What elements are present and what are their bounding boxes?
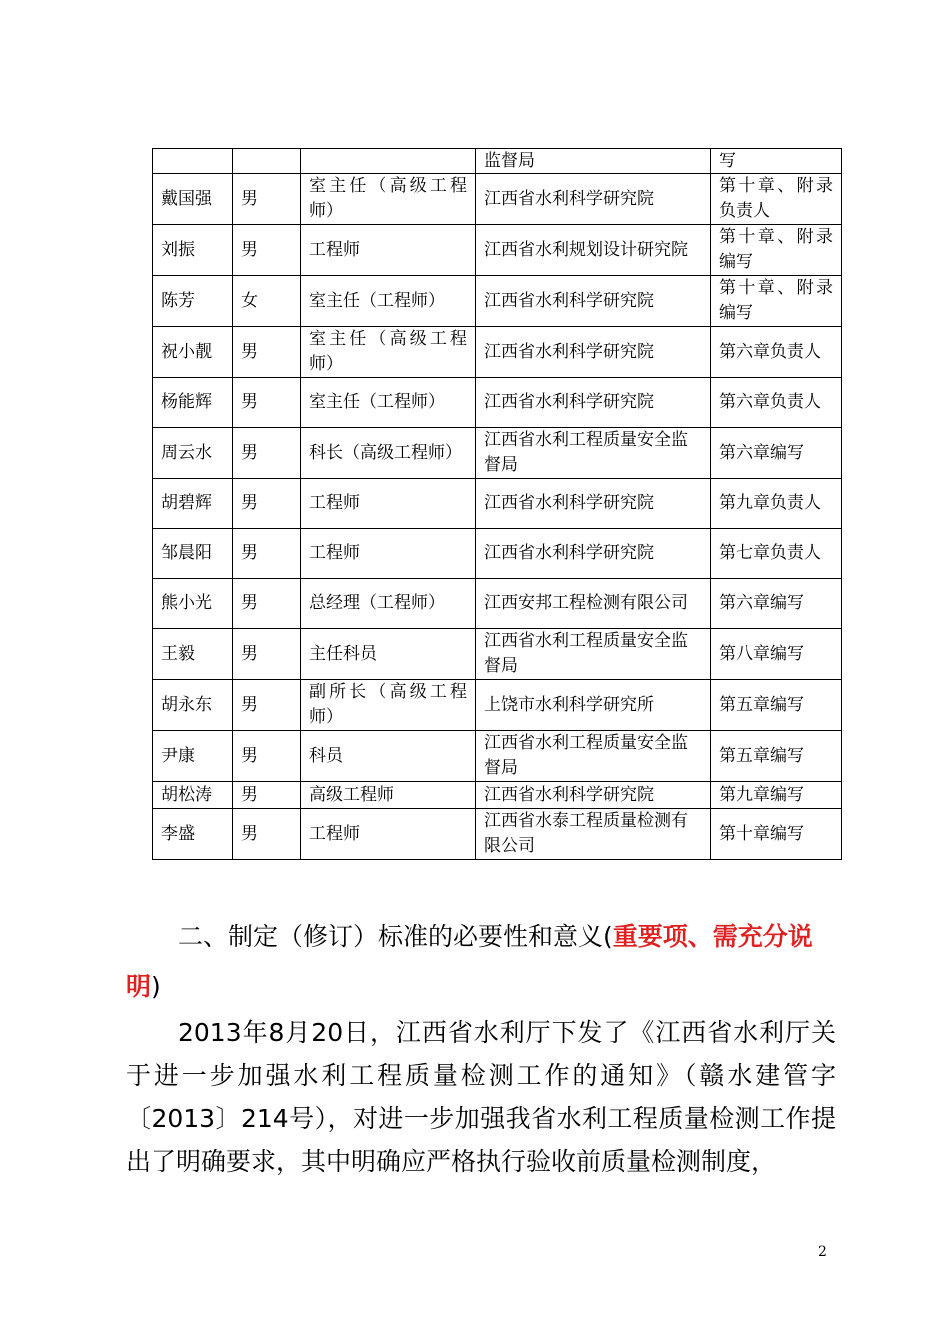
duty-cell: 写 bbox=[711, 149, 842, 174]
gender-cell: 男 bbox=[233, 579, 301, 629]
title-cell: 工程师 bbox=[301, 529, 476, 579]
name-cell bbox=[153, 149, 233, 174]
organization-cell: 江西省水利工程质量安全监督局 bbox=[476, 629, 711, 680]
table-row bbox=[153, 731, 842, 782]
organization-cell: 江西省水利工程质量安全监督局 bbox=[476, 731, 711, 782]
organization-cell: 江西省水泰工程质量检测有限公司 bbox=[476, 809, 711, 860]
duty-cell: 第九章负责人 bbox=[711, 479, 842, 529]
organization-cell: 监督局 bbox=[476, 149, 711, 174]
section-heading bbox=[126, 912, 836, 1012]
table-row bbox=[153, 529, 842, 579]
duty-cell: 第九章编写 bbox=[711, 782, 842, 809]
organization-cell: 江西省水利科学研究院 bbox=[476, 479, 711, 529]
title-cell: 总经理（工程师） bbox=[301, 579, 476, 629]
name-cell: 杨能辉 bbox=[153, 378, 233, 428]
gender-cell bbox=[233, 149, 301, 174]
gender-cell: 男 bbox=[233, 809, 301, 860]
duty-cell: 第五章编写 bbox=[711, 731, 842, 782]
gender-cell: 男 bbox=[233, 629, 301, 680]
duty-cell: 第六章编写 bbox=[711, 428, 842, 479]
table-row bbox=[153, 225, 842, 276]
name-cell: 胡碧辉 bbox=[153, 479, 233, 529]
duty-cell: 第六章负责人 bbox=[711, 327, 842, 378]
duty-cell: 第十章编写 bbox=[711, 809, 842, 860]
title-cell: 主任科员 bbox=[301, 629, 476, 680]
table-row bbox=[153, 809, 842, 860]
title-cell: 室主任（高级工程师） bbox=[301, 327, 476, 378]
gender-cell: 男 bbox=[233, 782, 301, 809]
page-number: 2 bbox=[818, 1244, 827, 1260]
title-cell: 工程师 bbox=[301, 479, 476, 529]
name-cell: 胡松涛 bbox=[153, 782, 233, 809]
table-row bbox=[153, 149, 842, 174]
table-row bbox=[153, 327, 842, 378]
heading-emphasis: 重要项、需充分说明 bbox=[126, 922, 813, 1001]
table-row bbox=[153, 579, 842, 629]
table-row bbox=[153, 782, 842, 809]
name-cell: 刘振 bbox=[153, 225, 233, 276]
gender-cell: 男 bbox=[233, 731, 301, 782]
table-row bbox=[153, 680, 842, 731]
table-row bbox=[153, 174, 842, 225]
duty-cell: 第十章、附录负责人 bbox=[711, 174, 842, 225]
body-paragraph: 2013年8月20日，江西省水利厅下发了《江西省水利厅关于进一步加强水利工程质量检测工作的通知》（赣水建管字〔2013〕214号），对进一步加强我省水利工程质量检测工作提出了明确要求，其中明确应严格执行验收前质量检测制度， bbox=[126, 1018, 836, 1176]
name-cell: 尹康 bbox=[153, 731, 233, 782]
organization-cell: 江西省水利科学研究院 bbox=[476, 378, 711, 428]
gender-cell: 男 bbox=[233, 378, 301, 428]
organization-cell: 江西省水利科学研究院 bbox=[476, 276, 711, 327]
duty-cell: 第六章编写 bbox=[711, 579, 842, 629]
organization-cell: 江西省水利科学研究院 bbox=[476, 174, 711, 225]
name-cell: 熊小光 bbox=[153, 579, 233, 629]
heading-close: ) bbox=[151, 972, 161, 1001]
title-cell: 科长（高级工程师） bbox=[301, 428, 476, 479]
organization-cell: 江西省水利科学研究院 bbox=[476, 782, 711, 809]
title-cell: 室主任（工程师） bbox=[301, 378, 476, 428]
gender-cell: 女 bbox=[233, 276, 301, 327]
title-cell bbox=[301, 149, 476, 174]
gender-cell: 男 bbox=[233, 327, 301, 378]
duty-cell: 第十章、附录编写 bbox=[711, 276, 842, 327]
gender-cell: 男 bbox=[233, 225, 301, 276]
title-cell: 科员 bbox=[301, 731, 476, 782]
duty-cell: 第十章、附录编写 bbox=[711, 225, 842, 276]
duty-cell: 第六章负责人 bbox=[711, 378, 842, 428]
heading-text: 二、制定（修订）标准的必要性和意义( bbox=[178, 922, 613, 951]
gender-cell: 男 bbox=[233, 174, 301, 225]
name-cell: 戴国强 bbox=[153, 174, 233, 225]
table-row bbox=[153, 276, 842, 327]
duty-cell: 第五章编写 bbox=[711, 680, 842, 731]
name-cell: 邹晨阳 bbox=[153, 529, 233, 579]
organization-cell: 江西省水利规划设计研究院 bbox=[476, 225, 711, 276]
title-cell: 室主任（高级工程师） bbox=[301, 174, 476, 225]
table-row bbox=[153, 428, 842, 479]
table-row bbox=[153, 629, 842, 680]
gender-cell: 男 bbox=[233, 428, 301, 479]
title-cell: 室主任（工程师） bbox=[301, 276, 476, 327]
gender-cell: 男 bbox=[233, 680, 301, 731]
staff-table bbox=[152, 148, 842, 860]
name-cell: 祝小靓 bbox=[153, 327, 233, 378]
organization-cell: 江西安邦工程检测有限公司 bbox=[476, 579, 711, 629]
organization-cell: 江西省水利科学研究院 bbox=[476, 327, 711, 378]
name-cell: 胡永东 bbox=[153, 680, 233, 731]
duty-cell: 第七章负责人 bbox=[711, 529, 842, 579]
organization-cell: 上饶市水利科学研究所 bbox=[476, 680, 711, 731]
title-cell: 工程师 bbox=[301, 225, 476, 276]
staff-table-body bbox=[153, 149, 842, 860]
organization-cell: 江西省水利工程质量安全监督局 bbox=[476, 428, 711, 479]
table-row bbox=[153, 378, 842, 428]
gender-cell: 男 bbox=[233, 529, 301, 579]
name-cell: 陈芳 bbox=[153, 276, 233, 327]
title-cell: 工程师 bbox=[301, 809, 476, 860]
title-cell: 副所长（高级工程师） bbox=[301, 680, 476, 731]
duty-cell: 第八章编写 bbox=[711, 629, 842, 680]
name-cell: 李盛 bbox=[153, 809, 233, 860]
name-cell: 王毅 bbox=[153, 629, 233, 680]
title-cell: 高级工程师 bbox=[301, 782, 476, 809]
gender-cell: 男 bbox=[233, 479, 301, 529]
name-cell: 周云水 bbox=[153, 428, 233, 479]
organization-cell: 江西省水利科学研究院 bbox=[476, 529, 711, 579]
table-row bbox=[153, 479, 842, 529]
